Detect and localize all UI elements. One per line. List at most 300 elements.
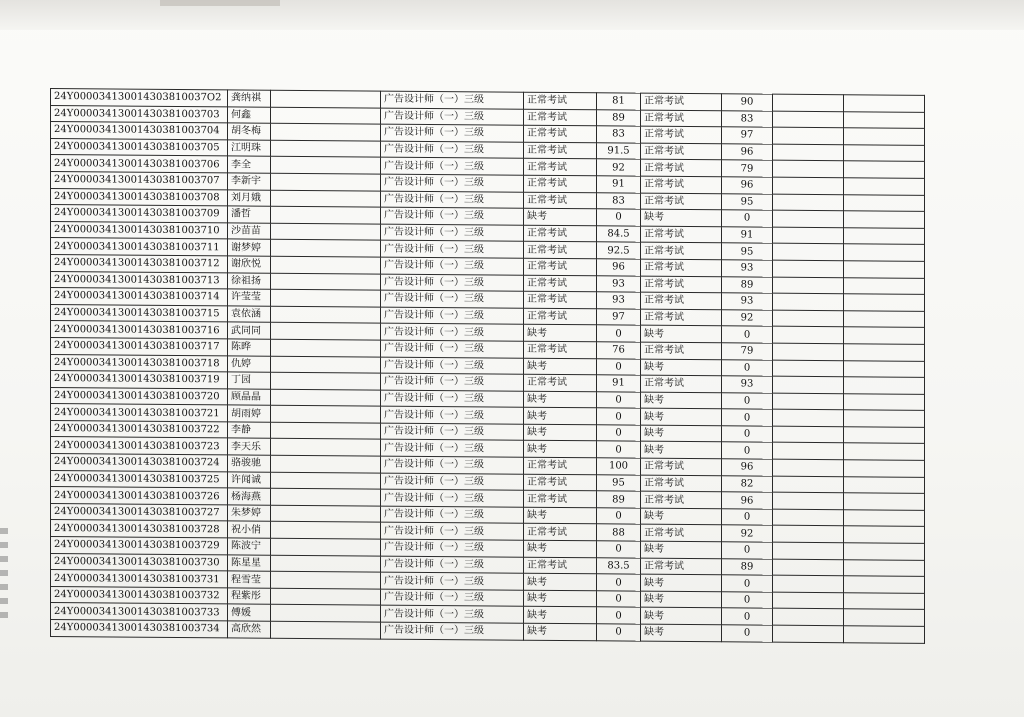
cell-status-1: 正常考试 (524, 490, 597, 507)
cell-score-1: 100 (597, 458, 641, 475)
cell-status-1: 缺考 (524, 607, 597, 624)
cell-blank (271, 406, 381, 423)
cell-status-1: 正常考试 (524, 557, 597, 574)
cell-blank (271, 140, 381, 157)
cell-score-1: 0 (597, 624, 641, 641)
cell-job: 广告设计师（一）三级 (381, 390, 524, 408)
cell-blank (773, 476, 844, 493)
cell-name: 刘月娥 (228, 189, 271, 206)
cell-status-1: 缺考 (524, 408, 597, 425)
cell-status-2: 缺考 (641, 591, 722, 608)
cell-status-2: 正常考试 (641, 491, 722, 508)
cell-blank (773, 426, 844, 443)
cell-blank (844, 244, 925, 261)
cell-blank (773, 194, 844, 211)
cell-blank (773, 360, 844, 377)
cell-blank (773, 326, 844, 343)
cell-blank (271, 339, 381, 356)
cell-name: 李静 (228, 422, 271, 439)
cell-blank (271, 621, 381, 638)
cell-name: 李新宇 (228, 173, 271, 190)
cell-status-2: 正常考试 (641, 226, 722, 243)
cell-score-2: 0 (722, 542, 773, 559)
cell-score-2: 0 (722, 426, 773, 443)
cell-name: 李天乐 (228, 438, 271, 455)
cell-id: 24Y00003413001430381003718 (51, 354, 228, 372)
cell-score-2: 79 (722, 160, 773, 177)
cell-status-1: 正常考试 (524, 341, 597, 358)
cell-blank (844, 626, 925, 643)
cell-score-1: 81 (597, 93, 641, 110)
cell-status-1: 正常考试 (524, 275, 597, 292)
cell-blank (271, 323, 381, 340)
cell-blank (844, 277, 925, 294)
cell-name: 陈星星 (228, 555, 271, 572)
cell-id: 24Y00003413001430381003728 (51, 520, 228, 538)
cell-blank (773, 542, 844, 559)
cell-job: 广告设计师（一）三级 (381, 539, 524, 557)
page-shadow (160, 0, 280, 6)
cell-status-2: 缺考 (641, 392, 722, 409)
cell-blank (844, 344, 925, 361)
cell-score-2: 92 (722, 525, 773, 542)
cell-blank (773, 526, 844, 543)
cell-status-1: 正常考试 (524, 125, 597, 142)
cell-blank (844, 410, 925, 427)
cell-job: 广告设计师（一）三级 (381, 606, 524, 624)
cell-score-1: 0 (597, 591, 641, 608)
cell-status-1: 正常考试 (524, 457, 597, 474)
cell-status-2: 正常考试 (641, 342, 722, 359)
cell-status-2: 缺考 (641, 425, 722, 442)
cell-blank (844, 261, 925, 278)
cell-blank (844, 559, 925, 576)
cell-status-1: 正常考试 (524, 374, 597, 391)
cell-status-1: 正常考试 (524, 242, 597, 259)
cell-name: 徐祖扬 (228, 272, 271, 289)
cell-score-2: 0 (722, 359, 773, 376)
cell-score-2: 0 (722, 509, 773, 526)
cell-status-2: 缺考 (641, 325, 722, 342)
cell-job: 广告设计师（一）三级 (381, 207, 524, 225)
cell-name: 谢欣悦 (228, 256, 271, 273)
cell-job: 广告设计师（一）三级 (381, 124, 524, 142)
cell-name: 傅媛 (228, 604, 271, 621)
cell-blank (773, 393, 844, 410)
cell-id: 24Y000034130014303810037O2 (51, 89, 228, 107)
cell-job: 广告设计师（一）三级 (381, 589, 524, 607)
cell-job: 广告设计师（一）三级 (381, 91, 524, 109)
cell-id: 24Y00003413001430381003716 (51, 321, 228, 339)
cell-blank (844, 294, 925, 311)
cell-status-2: 缺考 (641, 442, 722, 459)
cell-id: 24Y00003413001430381003721 (51, 404, 228, 422)
page-edge-marks (0, 528, 8, 618)
cell-blank (773, 625, 844, 642)
cell-status-2: 正常考试 (641, 558, 722, 575)
cell-status-2: 缺考 (641, 508, 722, 525)
cell-blank (844, 526, 925, 543)
cell-job: 广告设计师（一）三级 (381, 290, 524, 308)
cell-status-2: 缺考 (641, 359, 722, 376)
cell-score-2: 0 (722, 608, 773, 625)
cell-id: 24Y00003413001430381003727 (51, 503, 228, 521)
cell-name: 沙苗苗 (228, 223, 271, 240)
cell-score-1: 89 (597, 491, 641, 508)
cell-score-2: 92 (722, 309, 773, 326)
cell-name: 程雪莹 (228, 571, 271, 588)
cell-blank (773, 575, 844, 592)
cell-job: 广告设计师（一）三级 (381, 141, 524, 159)
cell-job: 广告设计师（一）三级 (381, 622, 524, 640)
cell-job: 广告设计师（一）三级 (381, 373, 524, 391)
cell-blank (844, 393, 925, 410)
cell-score-1: 92.5 (597, 242, 641, 259)
cell-blank (271, 273, 381, 290)
cell-status-1: 正常考试 (524, 192, 597, 209)
cell-score-1: 92 (597, 159, 641, 176)
cell-status-2: 缺考 (641, 408, 722, 425)
cell-score-2: 95 (722, 243, 773, 260)
cell-score-1: 0 (597, 441, 641, 458)
cell-id: 24Y00003413001430381003722 (51, 420, 228, 438)
cell-id: 24Y00003413001430381003705 (51, 138, 228, 156)
cell-job: 广告设计师（一）三级 (381, 174, 524, 192)
cell-status-1: 正常考试 (524, 109, 597, 126)
cell-blank (271, 256, 381, 273)
cell-job: 广告设计师（一）三级 (381, 423, 524, 441)
cell-blank (773, 111, 844, 128)
cell-name: 谢梦婷 (228, 239, 271, 256)
cell-blank (271, 240, 381, 257)
cell-id: 24Y00003413001430381003711 (51, 238, 228, 256)
cell-status-2: 正常考试 (641, 126, 722, 143)
cell-job: 广告设计师（一）三级 (381, 191, 524, 209)
cell-blank (271, 206, 381, 223)
cell-blank (271, 522, 381, 539)
cell-score-1: 83.5 (597, 557, 641, 574)
cell-score-1: 0 (597, 541, 641, 558)
cell-score-1: 0 (597, 574, 641, 591)
cell-status-1: 正常考试 (524, 175, 597, 192)
cell-name: 顾晶晶 (228, 389, 271, 406)
cell-score-2: 89 (722, 276, 773, 293)
score-table-body (51, 89, 925, 643)
cell-blank (844, 543, 925, 560)
cell-blank (271, 107, 381, 124)
cell-blank (773, 127, 844, 144)
cell-name: 许莹莹 (228, 289, 271, 306)
cell-score-2: 0 (722, 575, 773, 592)
cell-id: 24Y00003413001430381003712 (51, 254, 228, 272)
cell-blank (844, 493, 925, 510)
cell-name: 杨海燕 (228, 488, 271, 505)
cell-blank (271, 505, 381, 522)
cell-score-2: 97 (722, 127, 773, 144)
cell-status-2: 正常考试 (641, 242, 722, 259)
cell-blank (844, 377, 925, 394)
cell-status-1: 缺考 (524, 540, 597, 557)
cell-score-1: 83 (597, 192, 641, 209)
cell-score-1: 93 (597, 292, 641, 309)
cell-blank (773, 144, 844, 161)
cell-blank (271, 190, 381, 207)
cell-blank (773, 409, 844, 426)
cell-status-2: 正常考试 (641, 292, 722, 309)
cell-blank (844, 161, 925, 178)
cell-blank (773, 277, 844, 294)
cell-status-2: 正常考试 (641, 259, 722, 276)
cell-status-2: 正常考试 (641, 375, 722, 392)
cell-blank (844, 95, 925, 112)
cell-blank (773, 509, 844, 526)
cell-blank (844, 460, 925, 477)
cell-status-1: 正常考试 (524, 291, 597, 308)
cell-blank (271, 389, 381, 406)
cell-score-2: 96 (722, 492, 773, 509)
cell-score-1: 91 (597, 375, 641, 392)
cell-blank (844, 476, 925, 493)
cell-score-2: 82 (722, 475, 773, 492)
cell-score-1: 0 (597, 425, 641, 442)
cell-score-2: 83 (722, 110, 773, 127)
cell-score-1: 0 (597, 325, 641, 342)
cell-score-1: 0 (597, 408, 641, 425)
cell-id: 24Y00003413001430381003704 (51, 122, 228, 140)
cell-id: 24Y00003413001430381003709 (51, 205, 228, 223)
cell-blank (844, 310, 925, 327)
cell-blank (844, 443, 925, 460)
cell-score-1: 0 (597, 209, 641, 226)
cell-blank (271, 173, 381, 190)
cell-blank (773, 177, 844, 194)
cell-id: 24Y00003413001430381003703 (51, 105, 228, 123)
cell-status-1: 正常考试 (524, 225, 597, 242)
cell-job: 广告设计师（一）三级 (381, 572, 524, 590)
cell-blank (271, 439, 381, 456)
cell-score-1: 0 (597, 508, 641, 525)
cell-blank (271, 571, 381, 588)
cell-score-2: 90 (722, 94, 773, 111)
cell-blank (773, 210, 844, 227)
cell-score-1: 89 (597, 109, 641, 126)
cell-name: 何鑫 (228, 106, 271, 123)
cell-blank (773, 343, 844, 360)
cell-name: 陈晔 (228, 339, 271, 356)
cell-id: 24Y00003413001430381003706 (51, 155, 228, 173)
cell-name: 朱梦婷 (228, 505, 271, 522)
cell-blank (773, 492, 844, 509)
cell-score-1: 95 (597, 474, 641, 491)
cell-job: 广告设计师（一）三级 (381, 473, 524, 491)
cell-score-1: 76 (597, 342, 641, 359)
cell-id: 24Y00003413001430381003732 (51, 586, 228, 604)
cell-status-1: 正常考试 (524, 308, 597, 325)
cell-id: 24Y00003413001430381003710 (51, 221, 228, 239)
cell-status-1: 缺考 (524, 623, 597, 640)
cell-job: 广告设计师（一）三级 (381, 406, 524, 424)
cell-name: 袁依涵 (228, 306, 271, 323)
cell-blank (844, 327, 925, 344)
cell-score-2: 93 (722, 293, 773, 310)
cell-job: 广告设计师（一）三级 (381, 440, 524, 458)
cell-status-2: 正常考试 (641, 458, 722, 475)
cell-status-1: 缺考 (524, 424, 597, 441)
cell-score-1: 91 (597, 176, 641, 193)
cell-id: 24Y00003413001430381003734 (51, 620, 228, 638)
cell-blank (271, 555, 381, 572)
cell-job: 广告设计师（一）三级 (381, 489, 524, 507)
cell-blank (844, 609, 925, 626)
cell-score-2: 0 (722, 210, 773, 227)
cell-status-1: 正常考试 (524, 159, 597, 176)
cell-blank (844, 593, 925, 610)
cell-score-1: 0 (597, 358, 641, 375)
cell-blank (844, 360, 925, 377)
cell-blank (844, 178, 925, 195)
cell-score-2: 0 (722, 625, 773, 642)
cell-id: 24Y00003413001430381003715 (51, 304, 228, 322)
cell-blank (271, 90, 381, 107)
cell-blank (773, 443, 844, 460)
cell-job: 广告设计师（一）三级 (381, 274, 524, 292)
cell-score-2: 0 (722, 442, 773, 459)
cell-status-2: 正常考试 (641, 143, 722, 160)
cell-status-1: 缺考 (524, 573, 597, 590)
cell-job: 广告设计师（一）三级 (381, 307, 524, 325)
cell-name: 潘哲 (228, 206, 271, 223)
cell-blank (773, 376, 844, 393)
cell-name: 胡雨婷 (228, 405, 271, 422)
cell-blank (773, 609, 844, 626)
cell-name: 丁园 (228, 372, 271, 389)
cell-id: 24Y00003413001430381003713 (51, 271, 228, 289)
cell-id: 24Y00003413001430381003726 (51, 487, 228, 505)
cell-blank (773, 161, 844, 178)
cell-status-1: 正常考试 (524, 524, 597, 541)
cell-name: 陈波宁 (228, 538, 271, 555)
cell-score-2: 96 (722, 459, 773, 476)
cell-id: 24Y00003413001430381003733 (51, 603, 228, 621)
cell-status-2: 缺考 (641, 541, 722, 558)
cell-status-1: 缺考 (524, 358, 597, 375)
cell-blank (844, 427, 925, 444)
cell-status-2: 正常考试 (641, 475, 722, 492)
cell-blank (271, 306, 381, 323)
cell-status-1: 缺考 (524, 507, 597, 524)
cell-status-2: 缺考 (641, 209, 722, 226)
cell-blank (271, 472, 381, 489)
cell-name: 程紫彤 (228, 588, 271, 605)
cell-status-1: 正常考试 (524, 142, 597, 159)
cell-name: 武同同 (228, 322, 271, 339)
cell-blank (773, 592, 844, 609)
cell-status-2: 正常考试 (641, 93, 722, 110)
cell-status-2: 缺考 (641, 608, 722, 625)
cell-score-1: 88 (597, 524, 641, 541)
cell-blank (844, 227, 925, 244)
cell-job: 广告设计师（一）三级 (381, 257, 524, 275)
cell-name: 龚纳祺 (228, 90, 271, 107)
cell-id: 24Y00003413001430381003719 (51, 371, 228, 389)
cell-score-1: 83 (597, 126, 641, 143)
cell-id: 24Y00003413001430381003731 (51, 570, 228, 588)
cell-blank (844, 145, 925, 162)
cell-job: 广告设计师（一）三级 (381, 240, 524, 258)
cell-score-1: 84.5 (597, 226, 641, 243)
cell-job: 广告设计师（一）三级 (381, 506, 524, 524)
cell-name: 胡冬梅 (228, 123, 271, 140)
cell-job: 广告设计师（一）三级 (381, 224, 524, 242)
cell-status-2: 正常考试 (641, 193, 722, 210)
cell-job: 广告设计师（一）三级 (381, 456, 524, 474)
cell-name: 骆骏驰 (228, 455, 271, 472)
cell-id: 24Y00003413001430381003730 (51, 553, 228, 571)
cell-score-2: 91 (722, 227, 773, 244)
cell-blank (773, 260, 844, 277)
cell-status-2: 正常考试 (641, 525, 722, 542)
cell-status-1: 缺考 (524, 391, 597, 408)
cell-status-1: 正常考试 (524, 92, 597, 109)
cell-blank (773, 310, 844, 327)
cell-blank (773, 244, 844, 261)
cell-job: 广告设计师（一）三级 (381, 556, 524, 574)
cell-blank (773, 94, 844, 111)
cell-id: 24Y00003413001430381003725 (51, 470, 228, 488)
cell-blank (271, 356, 381, 373)
cell-score-2: 0 (722, 592, 773, 609)
cell-status-1: 正常考试 (524, 258, 597, 275)
cell-blank (271, 422, 381, 439)
cell-name: 高欣然 (228, 621, 271, 638)
cell-name: 江明珠 (228, 140, 271, 157)
cell-job: 广告设计师（一）三级 (381, 523, 524, 541)
cell-blank (271, 455, 381, 472)
cell-score-2: 79 (722, 343, 773, 360)
cell-score-1: 96 (597, 259, 641, 276)
cell-score-2: 95 (722, 193, 773, 210)
cell-status-2: 缺考 (641, 574, 722, 591)
cell-blank (773, 459, 844, 476)
cell-id: 24Y00003413001430381003729 (51, 537, 228, 555)
cell-score-2: 96 (722, 144, 773, 161)
cell-status-2: 缺考 (641, 624, 722, 641)
cell-id: 24Y00003413001430381003714 (51, 288, 228, 306)
cell-score-1: 91.5 (597, 143, 641, 160)
cell-blank (773, 227, 844, 244)
cell-status-2: 正常考试 (641, 276, 722, 293)
cell-blank (271, 223, 381, 240)
cell-blank (271, 157, 381, 174)
cell-id: 24Y00003413001430381003708 (51, 188, 228, 206)
cell-status-1: 正常考试 (524, 474, 597, 491)
cell-status-1: 缺考 (524, 325, 597, 342)
cell-score-2: 96 (722, 177, 773, 194)
cell-id: 24Y00003413001430381003717 (51, 337, 228, 355)
cell-status-2: 正常考试 (641, 309, 722, 326)
cell-score-2: 0 (722, 326, 773, 343)
cell-blank (271, 538, 381, 555)
score-table (50, 88, 925, 643)
cell-blank (844, 211, 925, 228)
cell-blank (271, 588, 381, 605)
cell-score-2: 93 (722, 260, 773, 277)
cell-id: 24Y00003413001430381003723 (51, 437, 228, 455)
cell-id: 24Y00003413001430381003724 (51, 454, 228, 472)
cell-job: 广告设计师（一）三级 (381, 108, 524, 126)
cell-name: 李全 (228, 156, 271, 173)
cell-status-1: 缺考 (524, 590, 597, 607)
